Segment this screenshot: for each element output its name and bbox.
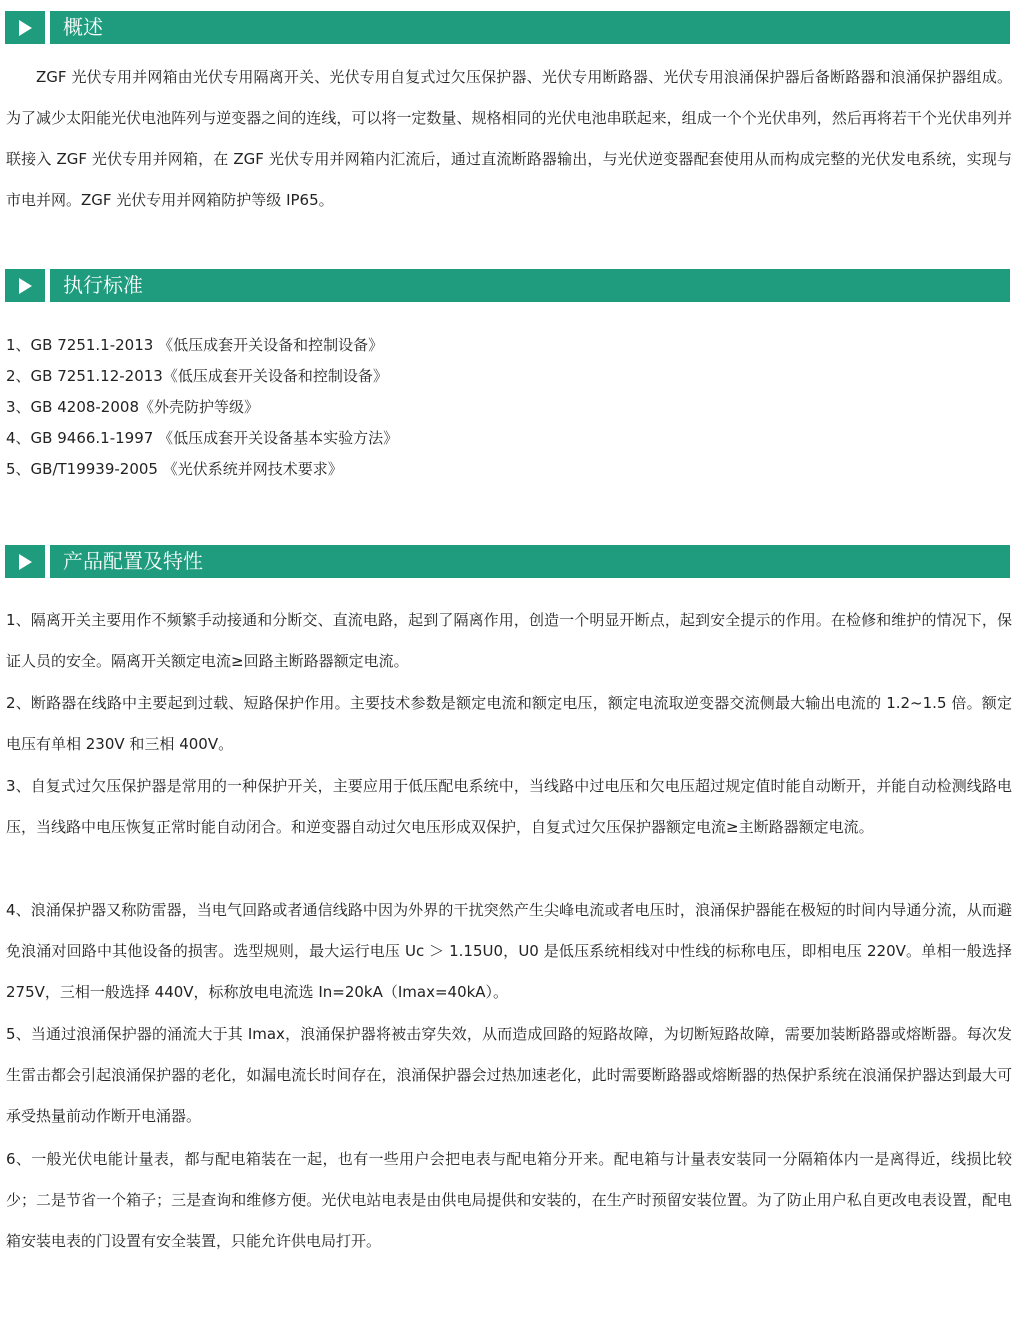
list-item: 3、GB 4208-2008《外壳防护等级》 [6, 398, 259, 416]
list-item: 4、GB 9466.1-1997 《低压成套开关设备基本实验方法》 [6, 429, 399, 447]
section-title-bar [50, 545, 1010, 578]
section-header-features [5, 545, 1010, 578]
play-triangle-icon [5, 269, 45, 302]
section-title: 概述 [63, 15, 103, 39]
section-title: 产品配置及特性 [63, 549, 203, 573]
section-title: 执行标准 [63, 273, 143, 297]
play-triangle-icon [5, 545, 45, 578]
feature-paragraph-4: 4、浪涌保护器又称防雷器，当电气回路或者通信线路中因为外界的干扰突然产生尖峰电流或者电压时，浪涌保护器能在极短的时间内导通分流，从而避免浪涌对回路中其他设备的损害。选型规则，最大运行电压 Uc ＞ 1.15U0，U0 是低压系统相线对中性线的标称电压，即相电压 220V。单相一般选择 275V，三相一般选择 440V，标称放电电流选 In=20kA（Imax=40kA）。 [6, 901, 1012, 1001]
feature-paragraph-2: 2、断路器在线路中主要起到过载、短路保护作用。主要技术参数是额定电流和额定电压，额定电流取逆变器交流侧最大输出电流的 1.2~1.5 倍。额定电压有单相 230V 和三相 400V。 [6, 694, 1012, 753]
standards-list [6, 330, 906, 485]
play-triangle-icon [5, 11, 45, 44]
feature-paragraph-6: 6、一般光伏电能计量表，都与配电箱装在一起，也有一些用户会把电表与配电箱分开来。配电箱与计量表安装同一分隔箱体内一是离得近，线损比较少；二是节省一个箱子；三是查询和维修方便。光伏电站电表是由供电局提供和安装的，在生产时预留安装位置。为了防止用户私自更改电表设置，配电箱安装电表的门设置有安全装置，只能允许供电局打开。 [6, 1150, 1012, 1250]
list-item: 2、GB 7251.12-2013《低压成套开关设备和控制设备》 [6, 367, 388, 385]
section-title-bar [50, 269, 1010, 302]
section-title-bar [50, 11, 1010, 44]
feature-paragraph-1: 1、隔离开关主要用作不频繁手动接通和分断交、直流电路，起到了隔离作用，创造一个明显开断点，起到安全提示的作用。在检修和维护的情况下，保证人员的安全。隔离开关额定电流≥回路主断路器额定电流。 [6, 611, 1012, 670]
feature-paragraph-3: 3、自复式过欠压保护器是常用的一种保护开关，主要应用于低压配电系统中，当线路中过电压和欠电压超过规定值时能自动断开，并能自动检测线路电压，当线路中电压恢复正常时能自动闭合。和逆变器自动过欠电压形成双保护，自复式过欠压保护器额定电流≥主断路器额定电流。 [6, 777, 1012, 836]
list-item: 5、GB/T19939-2005 《光伏系统并网技术要求》 [6, 460, 343, 478]
overview-paragraph: ZGF 光伏专用并网箱由光伏专用隔离开关、光伏专用自复式过欠压保护器、光伏专用断路器、光伏专用浪涌保护器后备断路器和浪涌保护器组成。为了减少太阳能光伏电池阵列与逆变器之间的连线，可以将一定数量、规格相同的光伏电池串联起来，组成一个个光伏串列，然后再将若干个光伏串列并联接入 ZGF 光伏专用并网箱，在 ZGF 光伏专用并网箱内汇流后，通过直流断路器输出，与光伏逆变器配套使用从而构成完整的光伏发电系统，实现与市电并网。ZGF 光伏专用并网箱防护等级 IP65。 [6, 68, 1012, 209]
feature-paragraph-5: 5、当通过浪涌保护器的涌流大于其 Imax，浪涌保护器将被击穿失效，从而造成回路的短路故障，为切断短路故障，需要加装断路器或熔断器。每次发生雷击都会引起浪涌保护器的老化，如漏电流长时间存在，浪涌保护器会过热加速老化，此时需要断路器或熔断器的热保护系统在浪涌保护器达到最大可承受热量前动作断开电涌器。 [6, 1025, 1012, 1125]
section-header-overview [5, 11, 1010, 44]
list-item: 1、GB 7251.1-2013 《低压成套开关设备和控制设备》 [6, 336, 384, 354]
section-header-standards [5, 269, 1010, 302]
